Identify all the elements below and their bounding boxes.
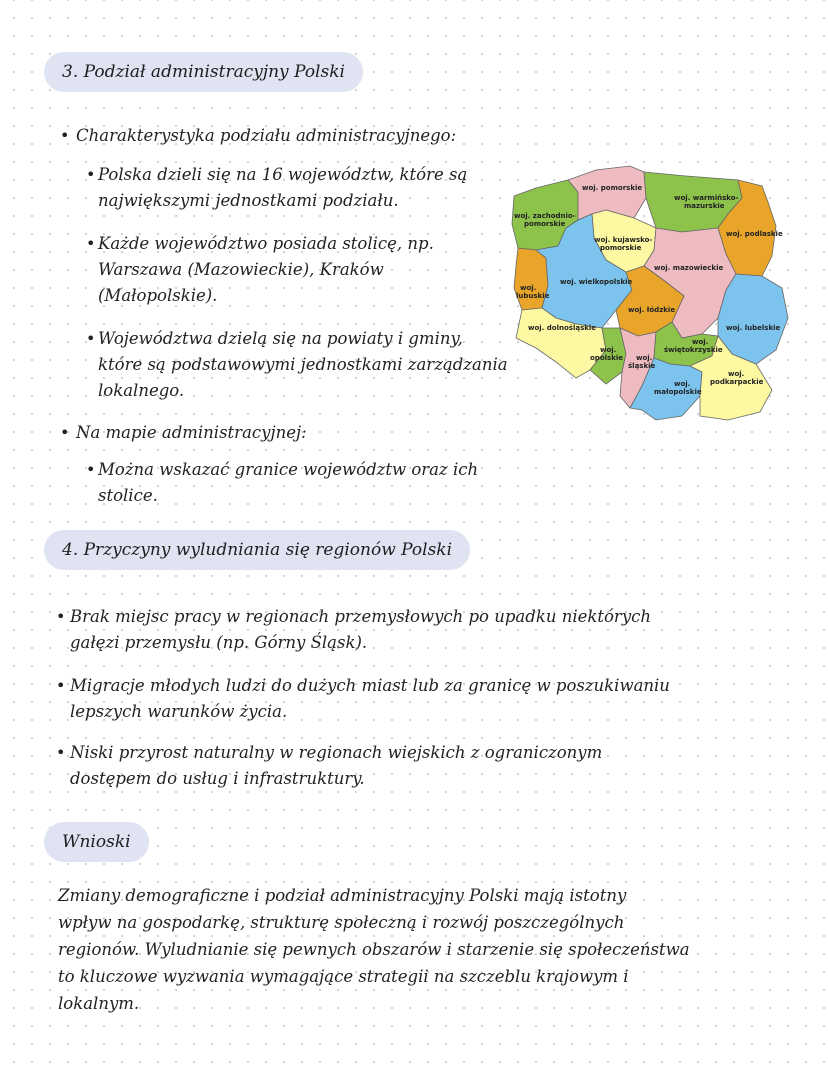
bullet-line: Brak miejsc pracy w regionach przemysłowych po upadku niektórych bbox=[70, 607, 652, 626]
bullet-dot: • bbox=[86, 165, 96, 184]
bullet-line: Niski przyrost naturalny w regionach wiejskich z ograniczonym bbox=[70, 743, 603, 762]
label-warminsko: woj. warmińsko- bbox=[674, 194, 739, 202]
label-zachodniopomorskie: woj. zachodnio- bbox=[514, 212, 576, 220]
conclusions-line: regionów. Wyludnianie się pewnych obszarów i starzenie się społeczeństwa bbox=[58, 940, 690, 959]
conclusions-line: lokalnym. bbox=[58, 994, 140, 1013]
bullet-dot: • bbox=[56, 607, 66, 626]
label-kujawsko: pomorskie bbox=[600, 244, 642, 252]
bullet-capitals: Każde województwo posiada stolicę, np. Warszawa (Mazowieckie), Kraków (Małopolskie). bbox=[98, 234, 434, 305]
label-malopolskie: woj. bbox=[674, 380, 691, 388]
conclusions-heading: Wnioski bbox=[44, 822, 149, 862]
label-dolnoslaskie: woj. dolnośląskie bbox=[528, 324, 597, 332]
conclusions-text bbox=[58, 882, 788, 1017]
bullet-migration bbox=[70, 673, 790, 725]
bullet-dot: • bbox=[86, 329, 96, 348]
label-wielkopolskie: woj. wielkopolskie bbox=[560, 278, 633, 286]
label-slaskie: woj. bbox=[636, 354, 653, 362]
label-warminsko: mazurskie bbox=[684, 202, 725, 210]
conclusions-line: wpływ na gospodarkę, strukturę społeczną i rozwój poszczególnych bbox=[58, 913, 625, 932]
characteristics-intro: Charakterystyka podziału administracyjnego: bbox=[76, 126, 457, 145]
bullet-no-jobs bbox=[70, 604, 790, 656]
poland-administrative-map bbox=[506, 158, 790, 430]
bullet-voivodeships-count: Polska dzieli się na 16 województw, które są największymi jednostkami podziału. bbox=[98, 165, 468, 210]
label-swietokrzyskie: świętokrzyskie bbox=[664, 346, 723, 354]
section-4-heading: 4. Przyczyny wyludniania się regionów Polski bbox=[44, 530, 470, 570]
label-malopolskie: małopolskie bbox=[654, 388, 702, 396]
section-3-heading: 3. Podział administracyjny Polski bbox=[44, 52, 363, 92]
label-lubelskie: woj. lubelskie bbox=[726, 324, 781, 332]
bullet-dot: • bbox=[86, 234, 96, 253]
bullet-line: Migracje młodych ludzi do dużych miast lub za granicę w poszukiwaniu bbox=[70, 676, 670, 695]
bullet-dot: • bbox=[60, 423, 70, 442]
label-swietokrzyskie: woj. bbox=[692, 338, 709, 346]
bullet-line: gałęzi przemysłu (np. Górny Śląsk). bbox=[70, 633, 368, 652]
label-lodzkie: woj. łódzkie bbox=[628, 306, 676, 314]
bullet-dot: • bbox=[60, 126, 70, 145]
label-lubuskie: lubuskie bbox=[516, 292, 550, 300]
bullet-line: lepszych warunków życia. bbox=[70, 702, 288, 721]
label-kujawsko: woj. kujawsko- bbox=[594, 236, 653, 244]
bullet-dot: • bbox=[56, 676, 66, 695]
label-podkarpackie: woj. bbox=[728, 370, 745, 378]
label-slaskie: śląskie bbox=[628, 362, 656, 370]
label-opolskie: woj. bbox=[600, 346, 617, 354]
bullet-low-birthrate bbox=[70, 740, 790, 792]
map-intro: Na mapie administracyjnej: bbox=[76, 423, 307, 442]
conclusions-line: to kluczowe wyzwania wymagające strategii na szczeblu krajowym i bbox=[58, 967, 629, 986]
bullet-dot: • bbox=[56, 743, 66, 762]
label-lubuskie: woj. bbox=[520, 284, 537, 292]
bullet-map-borders: Można wskazać granice województw oraz ich stolice. bbox=[98, 460, 479, 505]
label-opolskie: opolskie bbox=[590, 354, 623, 362]
label-podlaskie: woj. podlaskie bbox=[726, 230, 783, 238]
label-zachodniopomorskie: pomorskie bbox=[524, 220, 566, 228]
label-podkarpackie: podkarpackie bbox=[710, 378, 764, 386]
conclusions-line: Zmiany demograficzne i podział administracyjny Polski mają istotny bbox=[58, 886, 627, 905]
bullet-dot: • bbox=[86, 460, 96, 479]
label-pomorskie: woj. pomorskie bbox=[582, 184, 643, 192]
bullet-line: dostępem do usług i infrastruktury. bbox=[70, 769, 365, 788]
bullet-districts: Województwa dzielą się na powiaty i gminy, które są podstawowymi jednostkami zarządzania lokalnego. bbox=[98, 329, 508, 400]
region-lubuskie bbox=[514, 248, 548, 310]
label-mazowieckie: woj. mazowieckie bbox=[654, 264, 724, 272]
